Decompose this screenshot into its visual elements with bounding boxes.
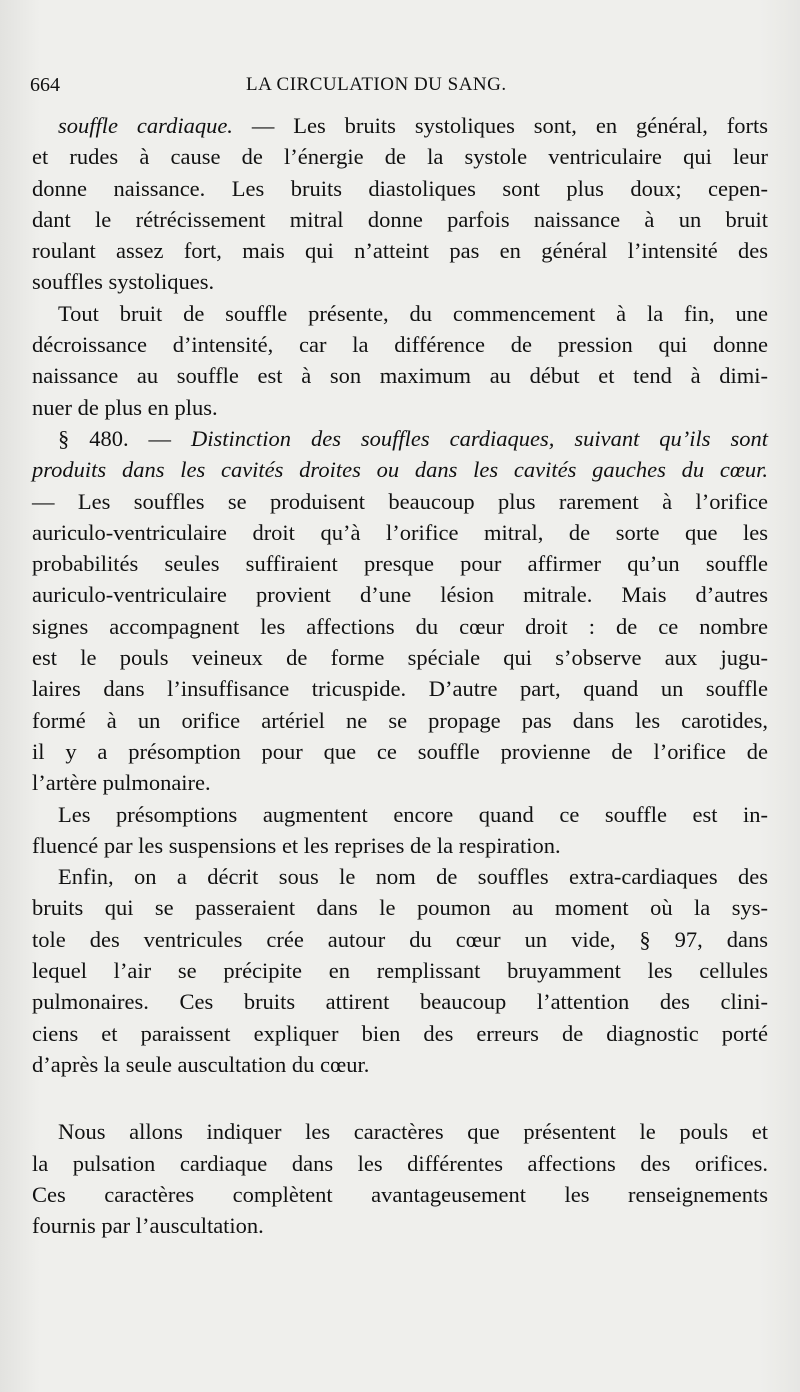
plain-text: pulmonaires. Ces bruits attirent beaucoup l’attention des clini- [32, 989, 768, 1015]
text-line [32, 705, 768, 736]
text-line [32, 360, 768, 391]
text-line [32, 986, 768, 1017]
text-line [32, 486, 768, 517]
text-line [32, 204, 768, 235]
text-line [32, 1210, 768, 1241]
text-line [32, 1179, 768, 1210]
text-line [32, 1148, 768, 1179]
text-line [32, 642, 768, 673]
plain-text: nuer de plus en plus. [32, 394, 218, 420]
paragraph-gap [32, 1080, 768, 1116]
text-line [32, 767, 768, 798]
paragraph [32, 861, 768, 1080]
text-line [32, 110, 768, 141]
paragraph [32, 1116, 768, 1241]
plain-text: naissance au souffle est à son maximum au début et tend à dimi- [32, 363, 768, 389]
plain-text: Les présomptions augmentent encore quand ce souffle est in- [58, 801, 768, 827]
paragraph [32, 799, 768, 862]
paragraph [32, 110, 768, 298]
italic-text: Distinction des souffles cardiaques, suivant qu’ils sont [191, 425, 769, 451]
plain-text: Nous allons indiquer les caractères que présentent le pouls et [58, 1119, 768, 1145]
plain-text: est le pouls veineux de forme spéciale qui s’observe aux jugu- [32, 645, 768, 671]
plain-text: d’après la seule auscultation du cœur. [32, 1051, 370, 1077]
plain-text: ciens et paraissent expliquer bien des erreurs de diagnostic porté [32, 1020, 768, 1046]
plain-text: bruits qui se passeraient dans le poumon au moment où la sys- [32, 895, 768, 921]
paragraph [32, 298, 768, 423]
body-text [32, 110, 768, 1241]
page-number: 664 [30, 74, 60, 96]
text-line [32, 141, 768, 172]
text-line [32, 736, 768, 767]
text-line [32, 955, 768, 986]
plain-text: fluencé par les suspensions et les reprises de la respiration. [32, 832, 561, 858]
text-line [32, 392, 768, 423]
text-line [32, 1018, 768, 1049]
plain-text: probabilités seules suffiraient presque pour affirmer qu’un souffle [32, 551, 768, 577]
plain-text: — Les bruits systoliques sont, en général, forts [232, 113, 768, 138]
italic-text: produits dans les cavités droites ou dans les cavités gauches du cœur. [32, 457, 768, 483]
text-line [32, 235, 768, 266]
plain-text: dant le rétrécissement mitral donne parfois naissance à un bruit [32, 206, 768, 232]
text-line [32, 861, 768, 892]
plain-text: décroissance d’intensité, car la différence de pression qui donne [32, 332, 768, 358]
paragraph [32, 423, 768, 799]
plain-text: il y a présomption pour que ce souffle provienne de l’orifice de [32, 738, 768, 764]
text-line [32, 830, 768, 861]
page-header [30, 70, 770, 104]
text-line [32, 799, 768, 830]
plain-text: § 480. — [58, 425, 191, 451]
plain-text: tole des ventricules crée autour du cœur un vide, § 97, dans [32, 926, 768, 952]
text-line [32, 266, 768, 297]
text-line [32, 611, 768, 642]
plain-text: Ces caractères complètent avantageusement les renseignements [32, 1181, 768, 1207]
text-line [32, 1049, 768, 1080]
plain-text: auriculo-ventriculaire droit qu’à l’orifice mitral, de sorte que les [32, 519, 768, 545]
running-title: LA CIRCULATION DU SANG. [246, 74, 507, 95]
text-line [32, 1116, 768, 1147]
plain-text: souffles systoliques. [32, 269, 215, 295]
text-line [32, 298, 768, 329]
text-line [32, 892, 768, 923]
text-line [32, 548, 768, 579]
plain-text: auriculo-ventriculaire provient d’une lésion mitrale. Mais d’autres [32, 582, 768, 608]
text-line [32, 454, 768, 485]
text-line [32, 329, 768, 360]
italic-text: souffle cardiaque. [58, 113, 233, 138]
plain-text: l’artère pulmonaire. [32, 770, 211, 796]
plain-text: Tout bruit de souffle présente, du commencement à la fin, une [58, 300, 768, 326]
plain-text: donne naissance. Les bruits diastoliques sont plus doux; cepen- [32, 175, 768, 201]
plain-text: fournis par l’auscultation. [32, 1213, 264, 1239]
text-line [32, 173, 768, 204]
plain-text: laires dans l’insuffisance tricuspide. D’autre part, quand un souffle [32, 676, 768, 702]
plain-text: lequel l’air se précipite en remplissant bruyamment les cellules [32, 958, 768, 984]
plain-text: Enfin, on a décrit sous le nom de souffles extra-cardiaques des [58, 864, 768, 890]
plain-text: et rudes à cause de l’énergie de la systole ventriculaire qui leur [32, 144, 768, 170]
text-line [32, 517, 768, 548]
plain-text: formé à un orifice artériel ne se propage pas dans les carotides, [32, 707, 768, 733]
plain-text: roulant assez fort, mais qui n’atteint pas en général l’intensité des [32, 238, 768, 264]
text-line [32, 673, 768, 704]
text-line [32, 423, 768, 454]
plain-text: — Les souffles se produisent beaucoup plus rarement à l’orifice [32, 488, 768, 514]
plain-text: signes accompagnent les affections du cœur droit : de ce nombre [32, 613, 768, 639]
plain-text: la pulsation cardiaque dans les différentes affections des orifices. [32, 1150, 768, 1176]
text-line [32, 924, 768, 955]
text-line [32, 579, 768, 610]
